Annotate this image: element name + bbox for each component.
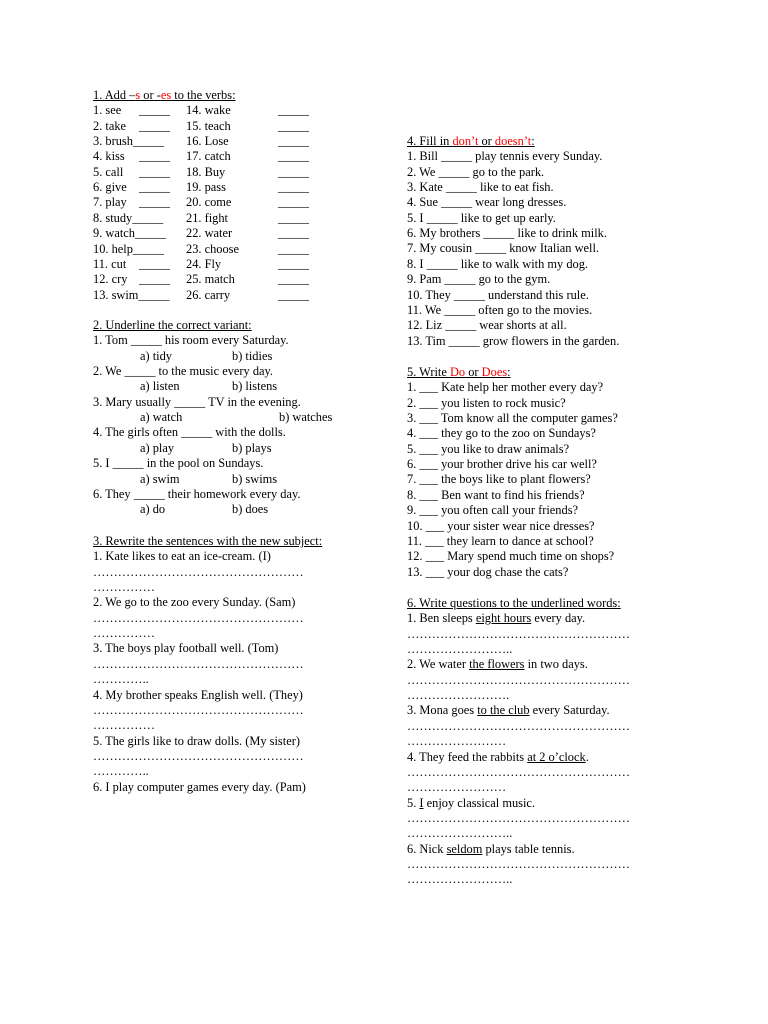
option-b: b) watches bbox=[279, 410, 333, 425]
verb-row bbox=[93, 226, 309, 241]
sentence bbox=[93, 688, 303, 703]
dotted-line: ……………………………………………… bbox=[407, 764, 631, 779]
verb-left-blank: _____ bbox=[139, 180, 170, 195]
verb-row bbox=[93, 210, 309, 226]
sentence bbox=[93, 549, 271, 564]
title-highlight: don’t bbox=[452, 134, 479, 148]
sentence bbox=[93, 641, 278, 656]
verb-right: 22. water bbox=[186, 226, 233, 241]
fill-text: 3. Kate _____ like to eat fish. bbox=[407, 180, 554, 195]
question-text: 7. ___ the boys like to plant flowers? bbox=[407, 472, 591, 487]
answer-line bbox=[93, 580, 155, 595]
section-1-title bbox=[93, 88, 236, 103]
sentence-text: 1. Kate likes to eat an ice-cream. (I) bbox=[93, 549, 271, 564]
fill-text: 13. Tim _____ grow flowers in the garden. bbox=[407, 333, 620, 348]
fill-item bbox=[407, 211, 556, 226]
question-item bbox=[407, 503, 578, 518]
verb-left: 5. call bbox=[93, 164, 124, 179]
verb-left-blank: _____ bbox=[139, 195, 170, 210]
fill-item bbox=[407, 149, 602, 164]
question-text: 2. We _____ to the music every day. bbox=[93, 364, 274, 379]
option-a: a) play bbox=[140, 440, 175, 455]
fill-item bbox=[407, 241, 599, 256]
verb-right: 23. choose bbox=[186, 241, 239, 256]
sentence-text: 5. The girls like to draw dolls. (My sister) bbox=[93, 733, 300, 748]
title-text: to the verbs: bbox=[171, 88, 236, 102]
verb-left: 10. help bbox=[93, 241, 133, 256]
question-item bbox=[407, 519, 595, 534]
question bbox=[93, 456, 263, 471]
verb-row bbox=[93, 134, 309, 149]
verb-row bbox=[93, 103, 309, 118]
dotted-line: …………………….. bbox=[407, 872, 513, 887]
section-title: 6. Write questions to the underlined words: bbox=[407, 596, 621, 610]
sentence-text: enjoy classical music. bbox=[423, 795, 536, 810]
verb-left: 9. watch bbox=[93, 226, 135, 241]
verb-row bbox=[93, 149, 309, 164]
sentence bbox=[407, 842, 575, 857]
title-text: : bbox=[507, 365, 511, 379]
sentence bbox=[93, 734, 300, 749]
dotted-line: ……………………………………………… bbox=[407, 672, 631, 687]
fill-text: 8. I _____ like to walk with my dog. bbox=[407, 256, 589, 271]
question-text: 2. ___ you listen to rock music? bbox=[407, 395, 566, 410]
verb-row bbox=[93, 195, 309, 210]
dotted-line: …………… bbox=[93, 580, 155, 595]
sentence-text: 4. My brother speaks English well. (They) bbox=[93, 687, 303, 702]
verb-left: 12. cry bbox=[93, 272, 128, 287]
sentence-text: 6. I play computer games every day. (Pam) bbox=[93, 779, 306, 794]
fill-text: 12. Liz _____ wear shorts at all. bbox=[407, 318, 567, 333]
verb-right-blank: _____ bbox=[278, 149, 309, 164]
question-item bbox=[407, 488, 585, 503]
verb-right: 20. come bbox=[186, 195, 232, 210]
verb-left: 13. swim bbox=[93, 287, 139, 302]
fill-text: 5. I _____ like to get up early. bbox=[407, 210, 556, 225]
answer-line bbox=[93, 703, 304, 718]
sentence-text: 2. We go to the zoo every Sunday. (Sam) bbox=[93, 595, 296, 610]
verb-left-blank: _____ bbox=[139, 272, 170, 287]
underlined-words: to the club bbox=[477, 703, 530, 718]
section-4-title bbox=[407, 134, 535, 149]
sentence bbox=[93, 595, 295, 610]
question-text: 4. The girls often _____ with the dolls. bbox=[93, 425, 286, 440]
fill-text: 9. Pam _____ go to the gym. bbox=[407, 272, 551, 287]
fill-item bbox=[407, 303, 592, 318]
dotted-line: …………………………………………… bbox=[93, 702, 304, 717]
title-text: or bbox=[478, 134, 495, 148]
verb-row bbox=[93, 272, 309, 287]
sentence-text: 4. They feed the rabbits bbox=[407, 749, 528, 764]
verb-left: 4. kiss bbox=[93, 149, 125, 164]
question-item bbox=[407, 411, 618, 426]
answer-line bbox=[93, 565, 304, 580]
dotted-line: …………………………………………… bbox=[93, 748, 304, 763]
question bbox=[93, 333, 289, 348]
verb-row bbox=[93, 241, 309, 257]
question-item bbox=[407, 565, 568, 580]
question-text: 8. ___ Ben want to find his friends? bbox=[407, 487, 585, 502]
verb-right: 15. teach bbox=[186, 118, 231, 133]
option-b: b) does bbox=[232, 502, 269, 517]
question-text: 11. ___ they learn to dance at school? bbox=[407, 533, 594, 548]
dotted-line: ……………………………………………… bbox=[407, 718, 631, 733]
title-text: 4. Fill in bbox=[407, 134, 453, 148]
title-highlight: Do bbox=[449, 365, 466, 379]
answer-line bbox=[407, 673, 630, 688]
verb-right: 24. Fly bbox=[186, 256, 222, 271]
answer-line bbox=[407, 811, 630, 826]
option-b: b) listens bbox=[232, 379, 278, 394]
option-b: b) plays bbox=[232, 440, 272, 455]
sentence-text: . bbox=[585, 749, 589, 764]
sentence-text: plays table tennis. bbox=[482, 841, 575, 856]
answer-line bbox=[93, 611, 304, 626]
question-item bbox=[407, 426, 596, 441]
dotted-line: ………….. bbox=[93, 764, 149, 779]
underlined-words: eight hours bbox=[475, 611, 532, 626]
verb-right-blank: _____ bbox=[278, 134, 309, 149]
question-text: 4. ___ they go to the zoo on Sundays? bbox=[407, 426, 596, 441]
answer-line bbox=[407, 780, 506, 795]
fill-item bbox=[407, 165, 544, 180]
question-item bbox=[407, 457, 597, 472]
underlined-words: at 2 o’clock bbox=[527, 749, 586, 764]
answer-line bbox=[93, 749, 304, 764]
dotted-line: …………… bbox=[93, 718, 155, 733]
verb-right: 16. Lose bbox=[186, 134, 229, 149]
verb-row bbox=[93, 256, 309, 272]
dotted-line: …………………….. bbox=[407, 826, 513, 841]
dotted-line: ……………………. bbox=[407, 688, 510, 703]
verb-left: 8. study bbox=[93, 210, 133, 225]
answer-line bbox=[407, 734, 506, 749]
answer-line bbox=[93, 657, 304, 672]
question-item bbox=[407, 472, 591, 487]
title-text: or - bbox=[140, 88, 161, 102]
question-text: 1. Tom _____ his room every Saturday. bbox=[93, 333, 289, 348]
verb-right: 17. catch bbox=[186, 149, 231, 164]
sentence bbox=[93, 780, 306, 795]
question-text: 6. ___ your brother drive his car well? bbox=[407, 457, 597, 472]
title-highlight: Does bbox=[481, 365, 508, 379]
underlined-words: the flowers bbox=[469, 657, 525, 672]
sentence-text: every day. bbox=[531, 611, 586, 626]
sentence-text: 3. The boys play football well. (Tom) bbox=[93, 641, 279, 656]
dotted-line: …………… bbox=[93, 626, 155, 641]
dotted-line: ……………………………………………… bbox=[407, 626, 631, 641]
dotted-line: …………………… bbox=[407, 734, 507, 749]
answer-line bbox=[93, 672, 149, 687]
sentence bbox=[407, 611, 585, 626]
question-text: 10. ___ your sister wear nice dresses? bbox=[407, 518, 595, 533]
fill-item bbox=[407, 226, 607, 241]
verb-left-blank: _____ bbox=[139, 149, 170, 164]
fill-item bbox=[407, 318, 567, 333]
sentence bbox=[407, 750, 589, 765]
fill-text: 6. My brothers _____ like to drink milk. bbox=[407, 226, 607, 241]
verb-right-blank: _____ bbox=[278, 272, 309, 287]
title-text: or bbox=[465, 365, 482, 379]
answer-line bbox=[407, 765, 630, 780]
verb-right: 21. fight bbox=[186, 210, 228, 225]
section-5-title bbox=[407, 365, 511, 380]
verb-right: 14. wake bbox=[186, 103, 231, 118]
fill-text: 2. We _____ go to the park. bbox=[407, 164, 545, 179]
option-a: a) watch bbox=[140, 410, 183, 425]
title-highlight: s bbox=[135, 88, 141, 102]
question bbox=[93, 364, 273, 379]
answer-line bbox=[93, 764, 149, 779]
answer-line bbox=[407, 857, 630, 872]
option-b: b) tidies bbox=[232, 348, 273, 363]
fill-text: 1. Bill _____ play tennis every Sunday. bbox=[407, 149, 603, 164]
verb-right-blank: _____ bbox=[278, 256, 309, 271]
fill-item bbox=[407, 272, 550, 287]
underlined-words: I bbox=[419, 795, 424, 810]
sentence-text: 6. Nick bbox=[407, 841, 447, 856]
dotted-line: …………………………………………… bbox=[93, 564, 304, 579]
fill-text: 11. We _____ often go to the movies. bbox=[407, 302, 593, 317]
dotted-line: ……………………………………………… bbox=[407, 810, 631, 825]
fill-item bbox=[407, 195, 566, 210]
fill-item bbox=[407, 334, 619, 349]
verb-left-blank: _____ bbox=[132, 210, 164, 225]
fill-item bbox=[407, 288, 589, 303]
answer-line bbox=[407, 642, 512, 657]
answer-line bbox=[93, 718, 155, 733]
verb-left-blank: _____ bbox=[138, 287, 170, 302]
dotted-line: ………….. bbox=[93, 672, 149, 687]
dotted-line: …………………….. bbox=[407, 642, 513, 657]
question bbox=[93, 425, 286, 440]
section-2-title bbox=[93, 318, 252, 333]
verb-right: 18. Buy bbox=[186, 164, 226, 179]
verb-row bbox=[93, 287, 309, 303]
verb-right: 19. pass bbox=[186, 180, 226, 195]
verb-row bbox=[93, 118, 309, 134]
verb-right-blank: _____ bbox=[278, 103, 309, 118]
sentence-text: every Saturday. bbox=[529, 703, 610, 718]
section-title: 3. Rewrite the sentences with the new subject: bbox=[93, 534, 323, 548]
verb-right-blank: _____ bbox=[278, 195, 309, 210]
underlined-words: seldom bbox=[446, 841, 483, 856]
option-b: b) swims bbox=[232, 471, 278, 486]
question-text: 13. ___ your dog chase the cats? bbox=[407, 564, 569, 579]
title-text: : bbox=[531, 134, 535, 148]
answer-line bbox=[407, 826, 512, 841]
verb-row bbox=[93, 164, 309, 180]
verb-left-blank: _____ bbox=[139, 103, 170, 118]
title-text: 1. Add – bbox=[93, 88, 136, 102]
verb-left: 11. cut bbox=[93, 256, 127, 271]
verb-left-blank: _____ bbox=[139, 164, 170, 179]
verb-left-blank: _____ bbox=[139, 118, 170, 133]
title-highlight: es bbox=[160, 88, 172, 102]
option-a: a) tidy bbox=[140, 348, 172, 363]
question bbox=[93, 395, 301, 410]
question-item bbox=[407, 396, 566, 411]
answer-line bbox=[407, 719, 630, 734]
answer-line bbox=[93, 626, 155, 641]
option-a: a) do bbox=[140, 502, 166, 517]
question-item bbox=[407, 380, 603, 395]
answer-line bbox=[407, 688, 509, 703]
question-text: 9. ___ you often call your friends? bbox=[407, 503, 579, 518]
sentence-text: in two days. bbox=[524, 657, 588, 672]
verb-right-blank: _____ bbox=[278, 287, 309, 302]
section-3-title bbox=[93, 534, 322, 549]
verb-left-blank: _____ bbox=[132, 134, 164, 149]
dotted-line: …………………… bbox=[407, 780, 507, 795]
answer-line bbox=[407, 627, 630, 642]
verb-left-blank: _____ bbox=[139, 256, 170, 271]
answer-line bbox=[407, 872, 512, 887]
question-text: 5. I _____ in the pool on Sundays. bbox=[93, 456, 264, 471]
verb-left: 3. brush bbox=[93, 134, 133, 149]
fill-text: 7. My cousin _____ know Italian well. bbox=[407, 241, 600, 256]
verb-left: 1. see bbox=[93, 103, 122, 118]
verb-left: 7. play bbox=[93, 195, 127, 210]
sentence-text: 3. Mona goes bbox=[407, 703, 478, 718]
title-text: 5. Write bbox=[407, 365, 450, 379]
dotted-line: …………………………………………… bbox=[93, 656, 304, 671]
verb-right-blank: _____ bbox=[278, 210, 309, 225]
verb-row bbox=[93, 180, 309, 195]
verb-left-blank: _____ bbox=[134, 226, 166, 241]
question-item bbox=[407, 534, 594, 549]
sentence-text: 1. Ben sleeps bbox=[407, 611, 476, 626]
question-text: 6. They _____ their homework every day. bbox=[93, 486, 301, 501]
option-a: a) listen bbox=[140, 379, 180, 394]
fill-item bbox=[407, 257, 588, 272]
section-6-title bbox=[407, 596, 621, 611]
verb-left-blank: _____ bbox=[132, 241, 164, 256]
question-text: 1. ___ Kate help her mother every day? bbox=[407, 380, 604, 395]
question-text: 3. ___ Tom know all the computer games? bbox=[407, 411, 618, 426]
verb-left: 2. take bbox=[93, 118, 127, 133]
sentence-text: 2. We water bbox=[407, 657, 470, 672]
question-text: 3. Mary usually _____ TV in the evening. bbox=[93, 394, 301, 409]
fill-text: 4. Sue _____ wear long dresses. bbox=[407, 195, 567, 210]
sentence bbox=[407, 703, 610, 718]
question bbox=[93, 487, 301, 502]
section-title: 2. Underline the correct variant: bbox=[93, 318, 252, 332]
verb-left: 6. give bbox=[93, 180, 127, 195]
dotted-line: …………………………………………… bbox=[93, 610, 304, 625]
verb-right: 25. match bbox=[186, 272, 235, 287]
verb-right-blank: _____ bbox=[278, 180, 309, 195]
fill-text: 10. They _____ understand this rule. bbox=[407, 287, 589, 302]
verb-right-blank: _____ bbox=[278, 241, 309, 256]
question-item bbox=[407, 549, 614, 564]
question-item bbox=[407, 442, 569, 457]
question-text: 5. ___ you like to draw animals? bbox=[407, 441, 570, 456]
verb-right-blank: _____ bbox=[278, 226, 309, 241]
sentence bbox=[407, 657, 588, 672]
verb-right: 26. carry bbox=[186, 287, 231, 302]
verb-right-blank: _____ bbox=[278, 164, 309, 179]
sentence bbox=[407, 796, 535, 811]
dotted-line: ……………………………………………… bbox=[407, 856, 631, 871]
verb-right-blank: _____ bbox=[278, 118, 309, 133]
sentence-text: 5. bbox=[407, 795, 420, 810]
option-a: a) swim bbox=[140, 471, 180, 486]
fill-item bbox=[407, 180, 554, 195]
title-highlight: doesn’t bbox=[494, 134, 532, 148]
question-text: 12. ___ Mary spend much time on shops? bbox=[407, 549, 615, 564]
